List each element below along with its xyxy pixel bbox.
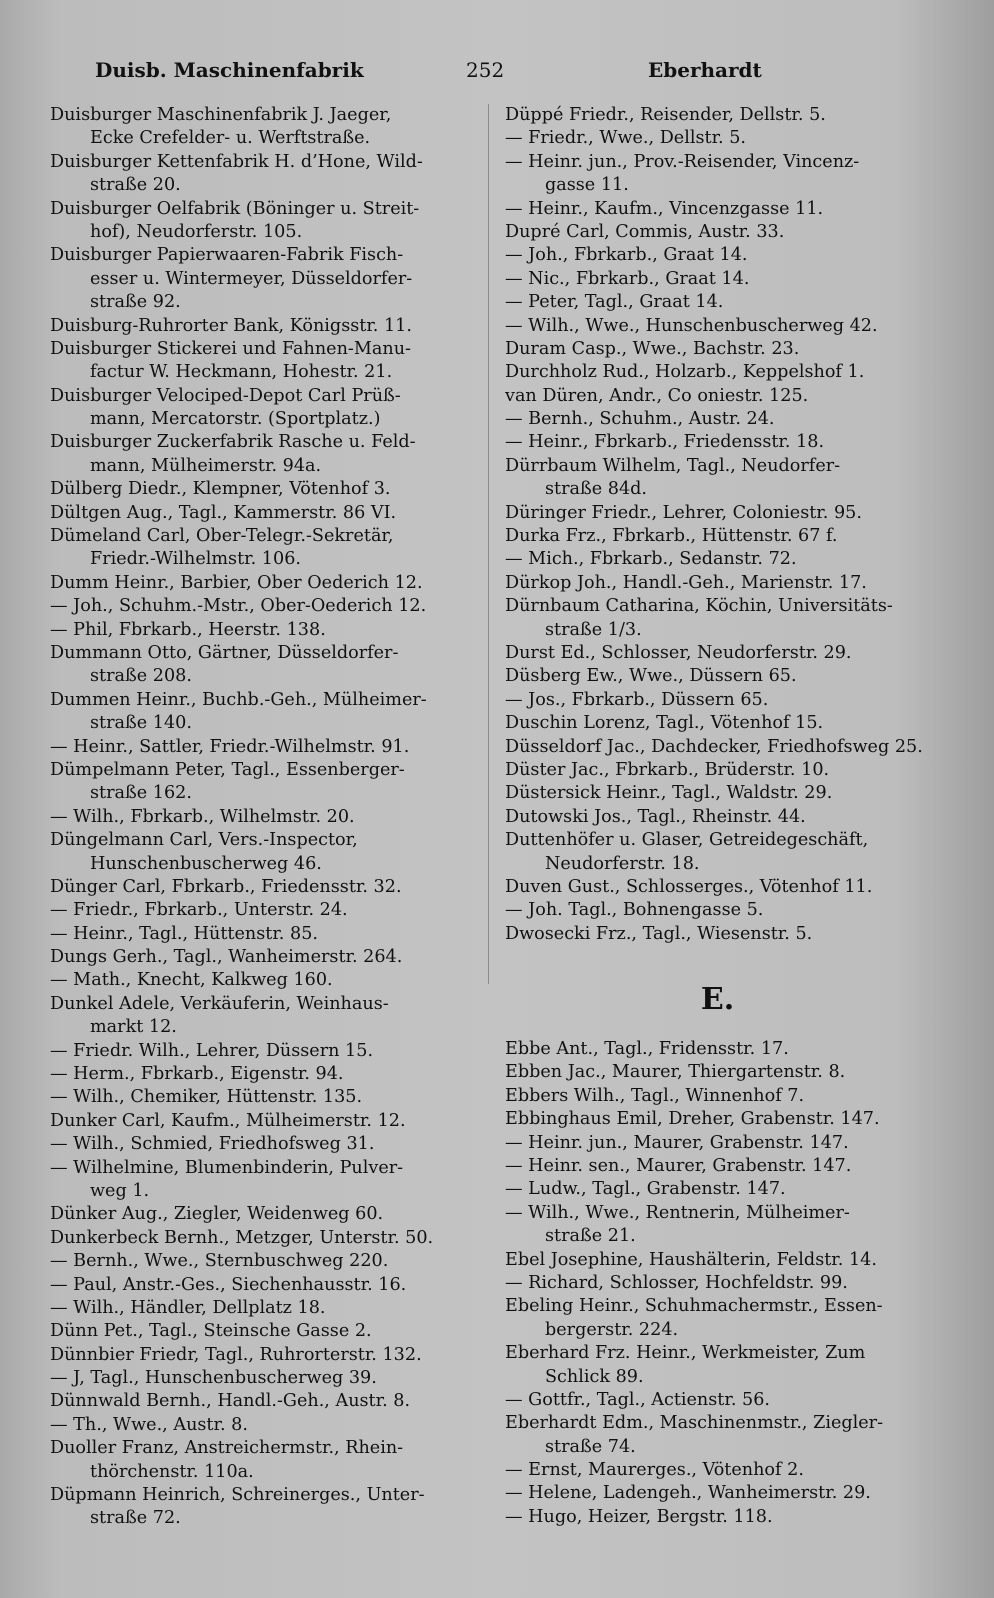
directory-line: — Hugo, Heizer, Bergstr. 118. xyxy=(505,1506,773,1527)
directory-line: Dungs Gerh., Tagl., Wanheimerstr. 264. xyxy=(50,947,403,968)
directory-line: Düpmann Heinrich, Schreinerges., Unter- xyxy=(50,1485,425,1506)
directory-line: — Gottfr., Tagl., Actienstr. 56. xyxy=(505,1389,771,1410)
directory-line: Düstersick Heinr., Tagl., Waldstr. 29. xyxy=(505,783,833,804)
directory-line: Düsberg Ew., Wwe., Düssern 65. xyxy=(505,666,797,687)
directory-line: — Joh. Tagl., Bohnengasse 5. xyxy=(505,900,764,921)
directory-line: Durchholz Rud., Holzarb., Keppelshof 1. xyxy=(505,362,865,383)
directory-line: Schlick 89. xyxy=(545,1366,644,1387)
directory-line: — Bernh., Schuhm., Austr. 24. xyxy=(505,409,775,430)
directory-line: — Jos., Fbrkarb., Düssern 65. xyxy=(505,689,769,710)
directory-line: Dünn Pet., Tagl., Steinsche Gasse 2. xyxy=(50,1321,372,1342)
directory-line: thörchenstr. 110a. xyxy=(90,1461,254,1482)
directory-line: Duschin Lorenz, Tagl., Vötenhof 15. xyxy=(505,713,824,734)
directory-line: Düngelmann Carl, Vers.-Inspector, xyxy=(50,830,358,851)
directory-line: straße 72. xyxy=(90,1508,181,1529)
directory-line: Eberhardt Edm., Maschinenmstr., Ziegler- xyxy=(505,1413,884,1434)
directory-line: — Paul, Anstr.-Ges., Siechenhausstr. 16. xyxy=(50,1274,407,1295)
directory-line: Duttenhöfer u. Glaser, Getreidegeschäft, xyxy=(505,830,869,851)
directory-line: — Heinr., Tagl., Hüttenstr. 85. xyxy=(50,923,318,944)
directory-line: straße 140. xyxy=(90,713,192,734)
directory-line: Duisburger Oelfabrik (Böninger u. Streit- xyxy=(50,198,420,219)
directory-line: straße 20. xyxy=(90,175,181,196)
directory-line: Ecke Crefelder- u. Werftstraße. xyxy=(90,128,371,149)
page-header xyxy=(0,58,994,90)
directory-line: Dülberg Diedr., Klempner, Vötenhof 3. xyxy=(50,479,391,500)
directory-line: Duven Gust., Schlosserges., Vötenhof 11. xyxy=(505,876,873,897)
directory-line: — Joh., Schuhm.-Mstr., Ober-Oederich 12. xyxy=(50,596,427,617)
directory-line: straße 1/3. xyxy=(545,619,642,640)
directory-line: — Herm., Fbrkarb., Eigenstr. 94. xyxy=(50,1064,344,1085)
directory-line: Dültgen Aug., Tagl., Kammerstr. 86 VI. xyxy=(50,502,397,523)
section-letter: E. xyxy=(700,982,735,1018)
directory-line: Ebbe Ant., Tagl., Fridensstr. 17. xyxy=(505,1039,789,1060)
directory-line: — Heinr., Kaufm., Vincenzgasse 11. xyxy=(505,198,824,219)
directory-line: — Friedr., Wwe., Dellstr. 5. xyxy=(505,128,747,149)
directory-line: Dünnbier Friedr, Tagl., Ruhrorterstr. 132. xyxy=(50,1344,422,1365)
directory-line: — Peter, Tagl., Graat 14. xyxy=(505,292,724,313)
directory-line: — Wilh., Fbrkarb., Wilhelmstr. 20. xyxy=(50,806,355,827)
directory-line: — Wilhelmine, Blumenbinderin, Pulver- xyxy=(50,1157,404,1178)
directory-line: — Phil, Fbrkarb., Heerstr. 138. xyxy=(50,619,326,640)
directory-line: straße 162. xyxy=(90,783,192,804)
directory-line: — Friedr. Wilh., Lehrer, Düssern 15. xyxy=(50,1040,374,1061)
directory-line: — Math., Knecht, Kalkweg 160. xyxy=(50,970,333,991)
directory-line: Eberhard Frz. Heinr., Werkmeister, Zum xyxy=(505,1343,866,1364)
directory-line: Dürrbaum Wilhelm, Tagl., Neudorfer- xyxy=(505,455,841,476)
directory-line: Dunker Carl, Kaufm., Mülheimerstr. 12. xyxy=(50,1110,406,1131)
directory-line: mann, Mülheimerstr. 94a. xyxy=(90,455,322,476)
directory-line: — Wilh., Wwe., Rentnerin, Mülheimer- xyxy=(505,1202,850,1223)
page-number: 252 xyxy=(466,58,505,82)
directory-line: — Heinr., Sattler, Friedr.-Wilhelmstr. 91. xyxy=(50,736,410,757)
directory-line: Dumm Heinr., Barbier, Ober Oederich 12. xyxy=(50,572,423,593)
header-right-keyword: Eberhardt xyxy=(648,58,762,82)
directory-line: — Ludw., Tagl., Grabenstr. 147. xyxy=(505,1179,786,1200)
directory-line: Ebben Jac., Maurer, Thiergartenstr. 8. xyxy=(505,1062,846,1083)
directory-line: Duoller Franz, Anstreichermstr., Rhein- xyxy=(50,1438,404,1459)
directory-line: — Heinr. sen., Maurer, Grabenstr. 147. xyxy=(505,1156,852,1177)
directory-line: Durst Ed., Schlosser, Neudorferstr. 29. xyxy=(505,642,852,663)
directory-line: straße 21. xyxy=(545,1226,636,1247)
column-divider xyxy=(488,104,489,984)
directory-line: mann, Mercatorstr. (Sportplatz.) xyxy=(90,409,381,430)
directory-line: van Düren, Andr., Co oniestr. 125. xyxy=(505,385,809,406)
directory-line: Dürnbaum Catharina, Köchin, Universitäts- xyxy=(505,596,893,617)
directory-line: Ebbers Wilh., Tagl., Winnenhof 7. xyxy=(505,1085,805,1106)
directory-line: Ebel Josephine, Haushälterin, Feldstr. 14. xyxy=(505,1249,877,1270)
directory-line: Duisburger Velociped-Depot Carl Prüß- xyxy=(50,385,401,406)
directory-line: Dümpelmann Peter, Tagl., Essenberger- xyxy=(50,759,405,780)
directory-line: Dummen Heinr., Buchb.-Geh., Mülheimer- xyxy=(50,689,427,710)
directory-line: Friedr.-Wilhelmstr. 106. xyxy=(90,549,301,570)
directory-line: Düppé Friedr., Reisender, Dellstr. 5. xyxy=(505,105,826,125)
directory-line: Ebbinghaus Emil, Dreher, Grabenstr. 147. xyxy=(505,1109,880,1130)
directory-line: markt 12. xyxy=(90,1017,177,1038)
directory-line: — Wilh., Wwe., Hunschenbuscherweg 42. xyxy=(505,315,878,336)
directory-line: Duisburger Kettenfabrik H. d’Hone, Wild- xyxy=(50,151,423,172)
directory-line: Dünger Carl, Fbrkarb., Friedensstr. 32. xyxy=(50,876,402,897)
directory-line: Hunschenbuscherweg 46. xyxy=(90,853,322,874)
directory-line: — Mich., Fbrkarb., Sedanstr. 72. xyxy=(505,549,797,570)
directory-line: hof), Neudorferstr. 105. xyxy=(90,221,303,242)
directory-line: Neudorferstr. 18. xyxy=(545,853,700,874)
directory-line: Duisburg-Ruhrorter Bank, Königsstr. 11. xyxy=(50,315,412,336)
directory-line: straße 84d. xyxy=(545,479,647,500)
directory-line: — Wilh., Händler, Dellplatz 18. xyxy=(50,1297,326,1318)
directory-line: Dunkel Adele, Verkäuferin, Weinhaus- xyxy=(50,993,389,1014)
directory-line: Duisburger Zuckerfabrik Rasche u. Feld- xyxy=(50,432,416,453)
directory-line: — Wilh., Chemiker, Hüttenstr. 135. xyxy=(50,1087,363,1108)
directory-line: — Th., Wwe., Austr. 8. xyxy=(50,1414,248,1435)
directory-line: — Ernst, Maurerges., Vötenhof 2. xyxy=(505,1460,804,1481)
directory-line: Duisburger Maschinenfabrik J. Jaeger, xyxy=(50,105,392,125)
directory-line: — Friedr., Fbrkarb., Unterstr. 24. xyxy=(50,900,348,921)
directory-line: Ebeling Heinr., Schuhmachermstr., Essen- xyxy=(505,1296,883,1317)
directory-line: Duram Casp., Wwe., Bachstr. 23. xyxy=(505,338,800,359)
directory-line: Dürkop Joh., Handl.-Geh., Marienstr. 17. xyxy=(505,572,867,593)
directory-line: weg 1. xyxy=(90,1180,150,1201)
directory-line: — Heinr., Fbrkarb., Friedensstr. 18. xyxy=(505,432,825,453)
directory-line: — Wilh., Schmied, Friedhofsweg 31. xyxy=(50,1134,375,1155)
directory-line: gasse 11. xyxy=(545,175,629,196)
directory-line: Duisburger Papierwaaren-Fabrik Fisch- xyxy=(50,245,404,266)
directory-line: Dünker Aug., Ziegler, Weidenweg 60. xyxy=(50,1204,384,1225)
directory-line: — Helene, Ladengeh., Wanheimerstr. 29. xyxy=(505,1483,871,1504)
directory-line: straße 92. xyxy=(90,292,181,313)
directory-line: — Joh., Fbrkarb., Graat 14. xyxy=(505,245,748,266)
right-column xyxy=(505,104,930,1529)
directory-line: — Nic., Fbrkarb., Graat 14. xyxy=(505,268,750,289)
directory-line: esser u. Wintermeyer, Düsseldorfer- xyxy=(90,268,413,289)
directory-line: Durka Frz., Fbrkarb., Hüttenstr. 67 f. xyxy=(505,526,838,547)
directory-line: — Richard, Schlosser, Hochfeldstr. 99. xyxy=(505,1272,848,1293)
directory-line: — J, Tagl., Hunschenbuscherweg 39. xyxy=(50,1368,377,1389)
directory-line: — Heinr. jun., Prov.-Reisender, Vincenz- xyxy=(505,151,860,172)
directory-line: Dupré Carl, Commis, Austr. 33. xyxy=(505,221,785,242)
directory-line: Dutowski Jos., Tagl., Rheinstr. 44. xyxy=(505,806,806,827)
directory-line: Dümeland Carl, Ober-Telegr.-Sekretär, xyxy=(50,526,394,547)
directory-line: factur W. Heckmann, Hohestr. 21. xyxy=(90,362,393,383)
directory-line: Düsseldorf Jac., Dachdecker, Friedhofsweg 25. xyxy=(505,736,923,757)
left-column xyxy=(50,104,470,1531)
directory-line: — Bernh., Wwe., Sternbuschweg 220. xyxy=(50,1251,389,1272)
directory-line: Dwosecki Frz., Tagl., Wiesenstr. 5. xyxy=(505,923,813,944)
directory-line: Dünnwald Bernh., Handl.-Geh., Austr. 8. xyxy=(50,1391,411,1412)
directory-line: Duisburger Stickerei und Fahnen-Manu- xyxy=(50,338,411,359)
directory-line: Düster Jac., Fbrkarb., Brüderstr. 10. xyxy=(505,759,830,780)
directory-line: bergerstr. 224. xyxy=(545,1319,679,1340)
directory-line: Düringer Friedr., Lehrer, Coloniestr. 95. xyxy=(505,502,862,523)
directory-line: Dummann Otto, Gärtner, Düsseldorfer- xyxy=(50,642,399,663)
header-left-keyword: Duisb. Maschinenfabrik xyxy=(95,58,364,82)
directory-line: — Heinr. jun., Maurer, Grabenstr. 147. xyxy=(505,1132,849,1153)
directory-line: straße 74. xyxy=(545,1436,636,1457)
directory-line: Dunkerbeck Bernh., Metzger, Unterstr. 50. xyxy=(50,1227,434,1248)
directory-line: straße 208. xyxy=(90,666,192,687)
